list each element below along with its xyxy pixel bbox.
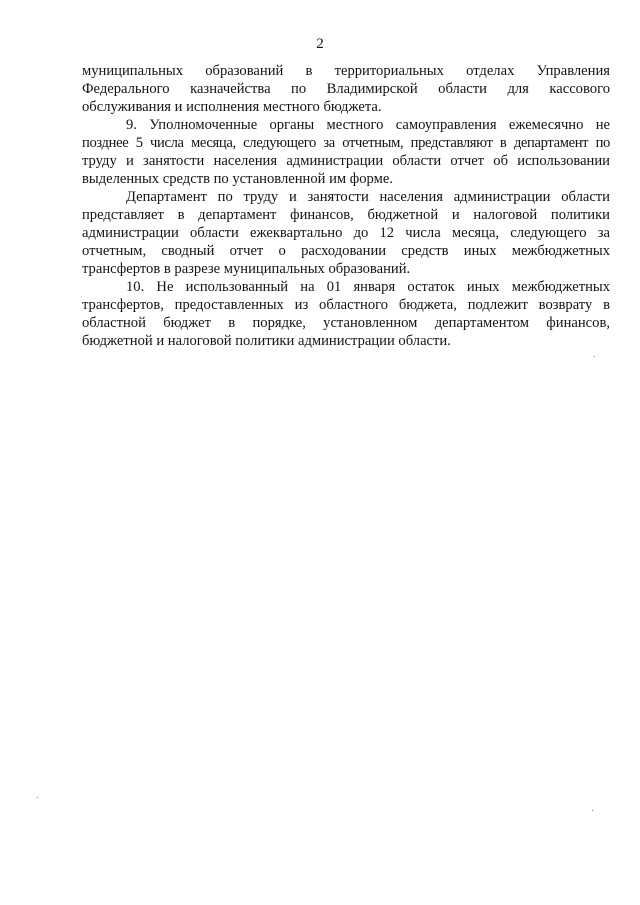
text-line: представляет в департамент финансов, бюджетной и налоговой политики [82, 207, 610, 223]
text-line: администрации области ежеквартально до 12 числа месяца, следующего за [82, 225, 610, 241]
text-line: Федерального казначейства по Владимирской области для кассового [82, 81, 610, 97]
text-line: муниципальных образований в территориальных отделах Управления [82, 63, 610, 79]
text-line: областной бюджет в порядке, установленном департаментом финансов, [82, 315, 610, 331]
scan-speck [37, 797, 38, 798]
scan-speck [594, 356, 595, 357]
paragraph-item-9 [82, 116, 610, 188]
text-line: выделенных средств по установленной им форме. [82, 171, 393, 187]
paragraph-item-10 [82, 278, 610, 350]
document-body [82, 62, 610, 350]
text-line: позднее 5 числа месяца, следующего за отчетным, представляют в департамент по [82, 135, 610, 151]
text-line: трансфертов, предоставленных из областного бюджета, подлежит возврату в [82, 297, 610, 313]
text-line: Департамент по труду и занятости населения администрации области [126, 189, 610, 205]
text-line: 9. Уполномоченные органы местного самоуправления ежемесячно не [126, 117, 610, 133]
paragraph-1 [82, 62, 610, 116]
text-line: отчетным, сводный отчет о расходовании средств иных межбюджетных [82, 243, 610, 259]
page-number: 2 [316, 36, 324, 52]
paragraph-department-report [82, 188, 610, 278]
text-line: обслуживания и исполнения местного бюджета. [82, 99, 382, 115]
scan-speck [592, 810, 593, 811]
text-line: 10. Не использованный на 01 января остаток иных межбюджетных [126, 279, 610, 295]
text-line: бюджетной и налоговой политики администрации области. [82, 333, 451, 349]
text-line: труду и занятости населения администрации области отчет об использовании [82, 153, 610, 169]
text-line: трансфертов в разрезе муниципальных образований. [82, 261, 411, 277]
